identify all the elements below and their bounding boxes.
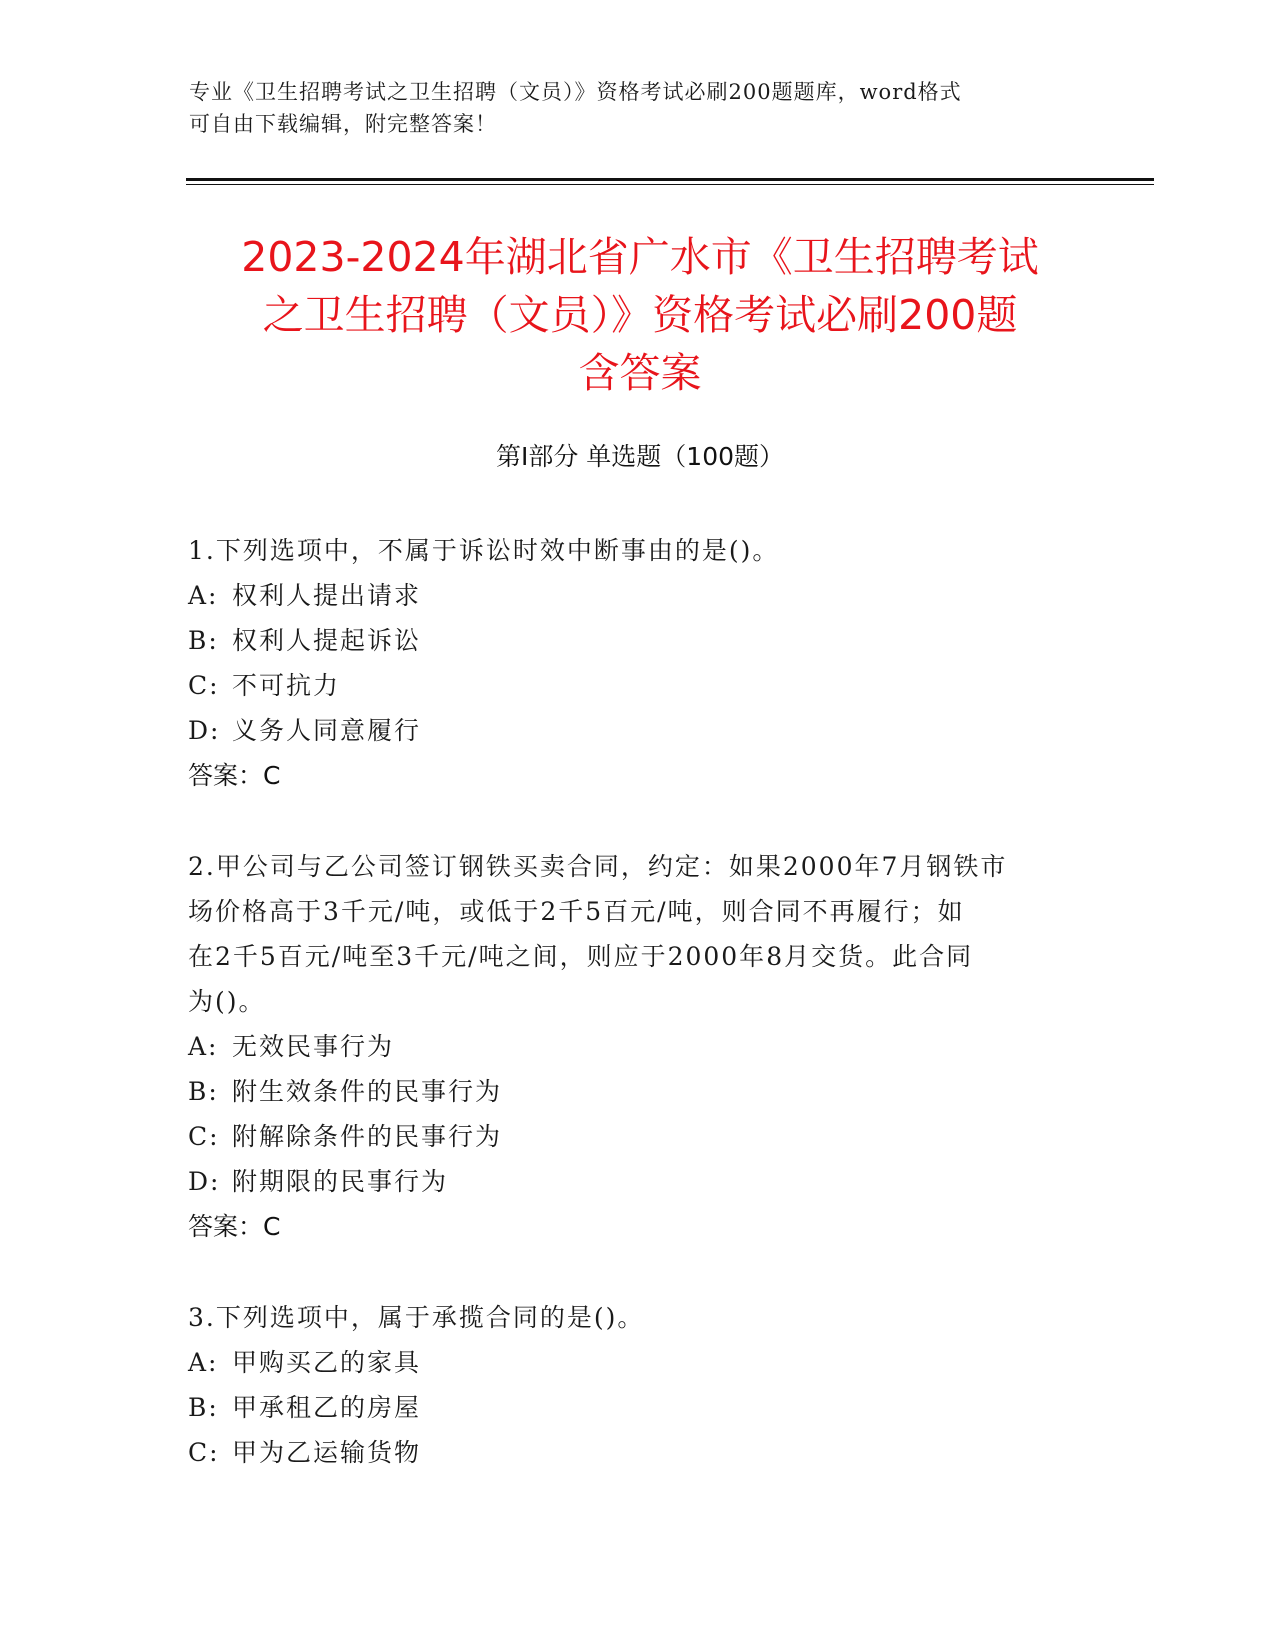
option-key: D: <box>188 1167 221 1196</box>
option-text: 甲为乙运输货物 <box>232 1438 422 1467</box>
option-text: 甲购买乙的家具 <box>232 1348 422 1377</box>
question-2-option-d <box>188 1159 1068 1204</box>
question-1-option-d <box>188 708 1068 753</box>
option-key: A: <box>188 1032 219 1061</box>
document-title-line-3: 含答案 <box>578 349 702 397</box>
option-key: C: <box>188 671 220 700</box>
document-title-line-1: 2023-2024年湖北省广水市《卫生招聘考试 <box>241 233 1039 281</box>
option-key: B: <box>188 1393 219 1422</box>
option-key: A: <box>188 581 219 610</box>
question-2-stem-line-3: 在2千5百元/吨至3千元/吨之间，则应于2000年8月交货。此合同 <box>188 942 974 971</box>
question-2-option-c <box>188 1114 1068 1159</box>
header-note <box>189 76 1069 140</box>
option-text: 附生效条件的民事行为 <box>232 1077 503 1106</box>
question-3-option-a <box>188 1340 1068 1385</box>
question-1-answer: 答案：C <box>188 761 281 790</box>
option-key: B: <box>188 1077 219 1106</box>
option-key: D: <box>188 716 221 745</box>
option-text: 权利人提起诉讼 <box>232 626 422 655</box>
option-text: 不可抗力 <box>232 671 341 700</box>
option-key: C: <box>188 1438 220 1467</box>
question-list <box>188 528 1068 1521</box>
question-1-stem: 1.下列选项中，不属于诉讼时效中断事由的是()。 <box>188 536 780 565</box>
question-3-stem: 3.下列选项中，属于承揽合同的是()。 <box>188 1303 645 1332</box>
question-1 <box>188 528 1068 798</box>
question-2-stem-line-2: 场价格高于3千元/吨，或低于2千5百元/吨，则合同不再履行；如 <box>188 897 965 926</box>
question-3-option-c <box>188 1430 1068 1475</box>
option-key: C: <box>188 1122 220 1151</box>
question-2 <box>188 844 1068 1249</box>
option-text: 义务人同意履行 <box>232 716 422 745</box>
header-divider-thin <box>186 184 1154 185</box>
question-2-stem-line-4: 为()。 <box>188 987 266 1016</box>
question-3-option-b <box>188 1385 1068 1430</box>
header-note-line-1: 专业《卫生招聘考试之卫生招聘（文员）》资格考试必刷200题题库，word格式 <box>189 80 962 104</box>
question-2-option-a <box>188 1024 1068 1069</box>
question-2-answer: 答案：C <box>188 1212 281 1241</box>
option-text: 附期限的民事行为 <box>232 1167 449 1196</box>
option-text: 无效民事行为 <box>232 1032 395 1061</box>
question-2-stem-line-1: 2.甲公司与乙公司签订钢铁买卖合同，约定：如果2000年7月钢铁市 <box>188 852 1008 881</box>
question-3 <box>188 1295 1068 1475</box>
option-text: 权利人提出请求 <box>232 581 422 610</box>
option-text: 甲承租乙的房屋 <box>232 1393 422 1422</box>
question-1-option-c <box>188 663 1068 708</box>
option-key: A: <box>188 1348 219 1377</box>
header-note-line-2: 可自由下载编辑，附完整答案！ <box>189 112 497 136</box>
question-1-option-a <box>188 573 1068 618</box>
question-1-option-b <box>188 618 1068 663</box>
section-heading: 第I部分 单选题（100题） <box>495 442 785 471</box>
document-title-line-2: 之卫生招聘（文员）》资格考试必刷200题 <box>262 291 1018 339</box>
option-key: B: <box>188 626 219 655</box>
header-divider-thick <box>186 178 1154 181</box>
option-text: 附解除条件的民事行为 <box>232 1122 503 1151</box>
question-2-option-b <box>188 1069 1068 1114</box>
document-title <box>160 228 1120 402</box>
